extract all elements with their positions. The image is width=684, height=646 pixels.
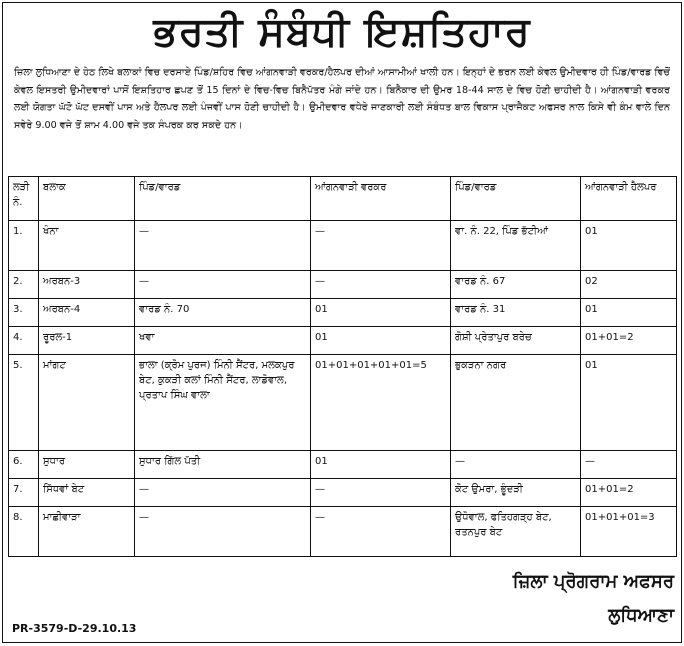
- cell-block: ਰੂਰਲ-1: [39, 327, 135, 355]
- cell-worker: 01: [311, 299, 451, 327]
- table-row: [9, 327, 677, 355]
- cell-worker: —: [311, 221, 451, 271]
- cell-block: ਸੁਧਾਰ: [39, 451, 135, 479]
- header-village-ward: ਪਿੰਡ/ਵਾਰਡ: [135, 177, 311, 221]
- cell-serial: 7.: [9, 479, 39, 507]
- cell-village-ward: —: [135, 221, 311, 271]
- cell-block: ਮਾਛੀਵਾੜਾ: [39, 507, 135, 557]
- header-anganwadi-worker: ਆਂਗਨਵਾੜੀ ਵਰਕਰ: [311, 177, 451, 221]
- cell-helper: 01: [581, 355, 677, 451]
- cell-helper: 01+01=2: [581, 327, 677, 355]
- reference-number: PR-3579-D-29.10.13: [12, 622, 137, 635]
- cell-worker: —: [311, 479, 451, 507]
- signatory-location: ਲੁਧਿਆਣਾ: [608, 605, 674, 626]
- header-block: ਬਲਾਕ: [39, 177, 135, 221]
- cell-village-ward-2: ਗੋਸ਼ੀ ਪ੍ਰੇਤਾਪੁਰ ਬਰੇਚ: [451, 327, 581, 355]
- cell-block: ਅਰਬਨ-3: [39, 271, 135, 299]
- table-row: [9, 271, 677, 299]
- cell-helper: 01: [581, 299, 677, 327]
- cell-village-ward: ਸੁਧਾਰ ਗਿੱਲ ਪੱਤੀ: [135, 451, 311, 479]
- intro-paragraph: ਜ਼ਿਲਾ ਲੁਧਿਆਣਾ ਦੇ ਹੇਠ ਲਿਖੇ ਬਲਾਕਾਂ ਵਿਚ ਦਰਸਾਏ ਪਿੰਡ/ਸ਼ਹਿਰ ਵਿਚ ਆਂਗਨਵਾੜੀ ਵਰਕਰ/ਹੈਲਪਰ ਦੀਆਂ ਆਸਾਮੀਆਂ ਖਾਲੀ ਹਨ। ਇਨ੍ਹਾਂ ਦੇ ਭਰਨ ਲਈ ਕੇਵਲ ਉਮੀਦਵਾਰ ਹੀ ਪਿੰਡ/ਵਾਰਡ ਵਿਚੋਂ ਕੇਵਲ ਇਸਤਰੀ ਉਮੀਦਵਾਰਾਂ ਪਾਸੋਂ ਇਸ਼ਤਿਹਾਰ ਛਪਣ ਤੋਂ 15 ਦਿਨਾਂ ਦੇ ਵਿਚ-ਵਿਚ ਬਿਨੈਪੱਤਰ ਮੰਗੇ ਜਾਂਦੇ ਹਨ। ਬਿਨੈਕਾਰ ਦੀ ਉਮਰ 18-44 ਸਾਲ ਦੇ ਵਿਚ ਹੋਣੀ ਚਾਹੀਦੀ ਹੈ। ਆਂਗਨਵਾੜੀ ਵਰਕਰ ਲਈ ਯੋਗਤਾ ਘੱਟੋ ਘੱਟ ਦਸਵੀਂ ਪਾਸ ਅਤੇ ਹੈਲਪਰ ਲਈ ਪੰਜਵੀਂ ਪਾਸ ਹੋਣੀ ਚਾਹੀਦੀ ਹੈ। ਉਮੀਦਵਾਰ ਵਧੇਰੇ ਜਾਣਕਾਰੀ ਲਈ ਸੰਬੰਧਤ ਬਾਲ ਵਿਕਾਸ ਪ੍ਰਾਜੈਕਟ ਅਫਸਰ ਨਾਲ ਕਿਸੇ ਵੀ ਕੰਮ ਵਾਲੇ ਦਿਨ ਸਵੇਰੇ 9.00 ਵਜੇ ਤੋਂ ਸ਼ਾਮ 4.00 ਵਜੇ ਤਕ ਸੰਪਰਕ ਕਰ ਸਕਦੇ ਹਨ।: [14, 67, 670, 131]
- cell-village-ward-2: ਉਧੋਵਾਲ, ਫਤਿਹਗੜ੍ਹ ਬੇਟ, ਰਤਨਪੁਰ ਬੇਟ: [451, 507, 581, 557]
- cell-helper: —: [581, 451, 677, 479]
- cell-serial: 8.: [9, 507, 39, 557]
- cell-serial: 3.: [9, 299, 39, 327]
- signatory-title: ਜ਼ਿਲਾ ਪ੍ਰੋਗਰਾਮ ਅਫਸਰ: [512, 571, 674, 592]
- table-row: [9, 355, 677, 451]
- table-row: [9, 221, 677, 271]
- vacancy-table: [8, 176, 677, 557]
- cell-village-ward-2: ਵਾ. ਨੰ. 22, ਪਿੰਡ ਭੱਟੀਆਂ: [451, 221, 581, 271]
- cell-serial: 1.: [9, 221, 39, 271]
- table-header-row: [9, 177, 677, 221]
- cell-village-ward-2: ਵਾਰਡ ਨੰ. 31: [451, 299, 581, 327]
- cell-helper: 02: [581, 271, 677, 299]
- cell-block: ਸਿੱਧਵਾਂ ਬੇਟ: [39, 479, 135, 507]
- cell-serial: 4.: [9, 327, 39, 355]
- cell-village-ward: —: [135, 479, 311, 507]
- cell-helper: 01+01+01=3: [581, 507, 677, 557]
- cell-helper: 01+01=2: [581, 479, 677, 507]
- cell-village-ward: —: [135, 507, 311, 557]
- cell-village-ward: ਖਵਾ: [135, 327, 311, 355]
- cell-worker: —: [311, 271, 451, 299]
- cell-village-ward: ਭਾਲਾ (ਕ੍ਰੋਮ ਪੁਰਜ) ਮਿੰਨੀ ਸੈਂਟਰ, ਮਲਕਪੁਰ ਬੇਟ, ਕੁਕੜੀ ਕਲਾਂ ਮਿੰਨੀ ਸੈਂਟਰ, ਲਾਡੋਵਾਲ, ਪ੍ਰਤਾਪ ਸਿੰਘ ਵਾਲਾ: [135, 355, 311, 451]
- table-row: [9, 479, 677, 507]
- table-row: [9, 507, 677, 557]
- cell-worker: 01+01+01+01+01=5: [311, 355, 451, 451]
- cell-serial: 6.: [9, 451, 39, 479]
- header-serial: ਲੜੀ ਨੰ.: [9, 177, 39, 221]
- page-title: ਭਰਤੀ ਸੰਬੰਧੀ ਇਸ਼ਤਿਹਾਰ: [153, 9, 531, 55]
- cell-serial: 5.: [9, 355, 39, 451]
- cell-worker: —: [311, 507, 451, 557]
- table-row: [9, 451, 677, 479]
- cell-helper: 01: [581, 221, 677, 271]
- cell-block: ਅਰਬਨ-4: [39, 299, 135, 327]
- cell-village-ward-2: ਭੁਕੜਨਾ ਨਗਰ: [451, 355, 581, 451]
- cell-block: ਖੰਨਾ: [39, 221, 135, 271]
- cell-village-ward: ਵਾਰਡ ਨੰ. 70: [135, 299, 311, 327]
- cell-serial: 2.: [9, 271, 39, 299]
- header-anganwadi-helper: ਆਂਗਨਵਾੜੀ ਹੈਲਪਰ: [581, 177, 677, 221]
- cell-block: ਮਾਂਗਟ: [39, 355, 135, 451]
- cell-village-ward-2: —: [451, 451, 581, 479]
- header-village-ward-2: ਪਿੰਡ/ਵਾਰਡ: [451, 177, 581, 221]
- cell-village-ward-2: ਵਾਰਡ ਨੰ. 67: [451, 271, 581, 299]
- table-row: [9, 299, 677, 327]
- cell-worker: 01: [311, 327, 451, 355]
- cell-worker: 01: [311, 451, 451, 479]
- cell-village-ward: —: [135, 271, 311, 299]
- cell-village-ward-2: ਕੋਟ ਉਮਰਾ, ਭੂੰਦੜੀ: [451, 479, 581, 507]
